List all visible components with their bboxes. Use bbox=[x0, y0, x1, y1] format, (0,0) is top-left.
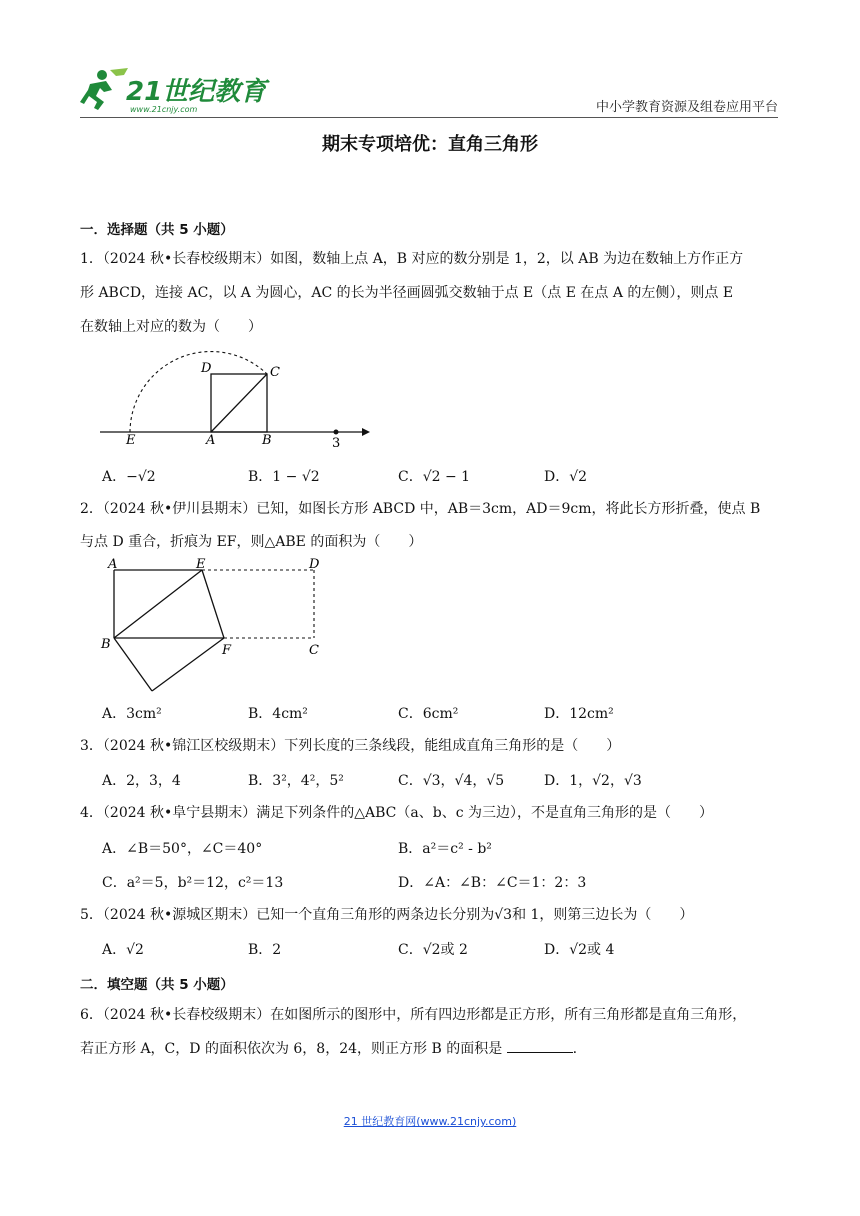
q6-line2-end: . bbox=[572, 1041, 578, 1057]
q1-option-a: A．−√2 bbox=[102, 469, 156, 485]
q1-option-c: C．√2 − 1 bbox=[398, 469, 471, 485]
section-heading-fill: 二．填空题（共 5 小题） bbox=[80, 977, 234, 993]
footer-link[interactable]: 21 世纪教育网(www.21cnjy.com) bbox=[343, 1115, 517, 1128]
page-title: 期末专项培优：直角三角形 bbox=[322, 134, 538, 155]
q1-label-D: D bbox=[201, 361, 212, 376]
q2-label-E: E bbox=[196, 557, 206, 572]
q2-line2: 与点 D 重合，折痕为 EF，则△ABE 的面积为（ ） bbox=[80, 534, 423, 550]
q1-figure bbox=[100, 348, 370, 452]
q3-option-c: C．√3，√4，√5 bbox=[398, 773, 505, 789]
q5-option-b: B．2 bbox=[248, 942, 282, 958]
q6-line1: 6．（2024 秋•长春校级期末）在如图所示的图形中，所有四边形都是正方形，所有三角形都是直角三角形， bbox=[80, 1007, 747, 1023]
q2-line1: 2．（2024 秋•伊川县期末）已知，如图长方形 ABCD 中，AB＝3cm，AD＝9cm，将此长方形折叠，使点 B bbox=[80, 501, 761, 517]
q5-line1: 5．（2024 秋•源城区期末）已知一个直角三角形的两条边长分别为√3和 1，则第三边长为（ ） bbox=[80, 907, 694, 923]
q4-option-d: D．∠A：∠B：∠C＝1：2：3 bbox=[398, 875, 587, 891]
q1-label-B: B bbox=[262, 433, 272, 448]
q5-option-d: D．√2或 4 bbox=[544, 942, 615, 958]
q3-line1: 3．（2024 秋•锦江区校级期末）下列长度的三条线段，能组成直角三角形的是（ ） bbox=[80, 738, 621, 754]
q1-line2: 形 ABCD，连接 AC，以 A 为圆心，AC 的长为半径画圆弧交数轴于点 E（点 E 在点 A 的左侧），则点 E bbox=[80, 285, 734, 301]
q2-label-A: A bbox=[108, 557, 118, 572]
q2-figure bbox=[98, 554, 330, 700]
q2-label-D: D bbox=[309, 557, 320, 572]
q1-line3: 在数轴上对应的数为（ ） bbox=[80, 319, 262, 335]
q5-option-c: C．√2或 2 bbox=[398, 942, 468, 958]
q4-line1: 4．（2024 秋•阜宁县期末）满足下列条件的△ABC（a、b、c 为三边），不是直角三角形的是（ ） bbox=[80, 805, 713, 821]
q5-option-a: A．√2 bbox=[102, 942, 144, 958]
q1-label-3: 3 bbox=[332, 436, 341, 451]
q3-option-a: A．2，3，4 bbox=[102, 773, 181, 789]
q3-option-b: B．3²，4²，5² bbox=[248, 773, 344, 789]
logo-url: www.21cnjy.com bbox=[130, 105, 198, 114]
q6-answer-blank[interactable] bbox=[507, 1039, 573, 1053]
q1-line1: 1．（2024 秋•长春校级期末）如图，数轴上点 A，B 对应的数分别是 1，2，以 AB 为边在数轴上方作正方 bbox=[80, 251, 744, 267]
q4-option-a: A．∠B＝50°，∠C＝40° bbox=[102, 841, 263, 857]
header-divider bbox=[80, 117, 778, 118]
q1-label-A: A bbox=[206, 433, 216, 448]
logo-graphic bbox=[80, 66, 267, 116]
logo bbox=[80, 66, 267, 120]
q1-option-b: B．1 − √2 bbox=[248, 469, 320, 485]
q2-option-c: C．6cm² bbox=[398, 706, 459, 722]
q2-label-C: C bbox=[309, 643, 319, 658]
q1-option-d: D．√2 bbox=[544, 469, 588, 485]
header-platform-text: 中小学教育资源及组卷应用平台 bbox=[595, 100, 778, 115]
q1-label-C: C bbox=[270, 365, 280, 380]
q4-option-c: C．a²＝5，b²＝12，c²＝13 bbox=[102, 875, 284, 891]
q2-label-F: F bbox=[222, 643, 232, 658]
logo-text: 21世纪教育 bbox=[126, 77, 267, 107]
q6-line2-wrap bbox=[80, 1039, 780, 1059]
section-heading-choice: 一．选择题（共 5 小题） bbox=[80, 222, 234, 238]
q1-label-E: E bbox=[126, 433, 136, 448]
q2-option-a: A．3cm² bbox=[102, 706, 162, 722]
q6-line2: 若正方形 A，C，D 的面积依次为 6，8，24，则正方形 B 的面积是 bbox=[80, 1041, 503, 1057]
q2-option-b: B．4cm² bbox=[248, 706, 308, 722]
q2-option-d: D．12cm² bbox=[544, 706, 614, 722]
q2-label-B: B bbox=[101, 637, 111, 652]
q4-option-b: B．a²＝c² - b² bbox=[398, 841, 492, 857]
q3-option-d: D．1，√2，√3 bbox=[544, 773, 642, 789]
